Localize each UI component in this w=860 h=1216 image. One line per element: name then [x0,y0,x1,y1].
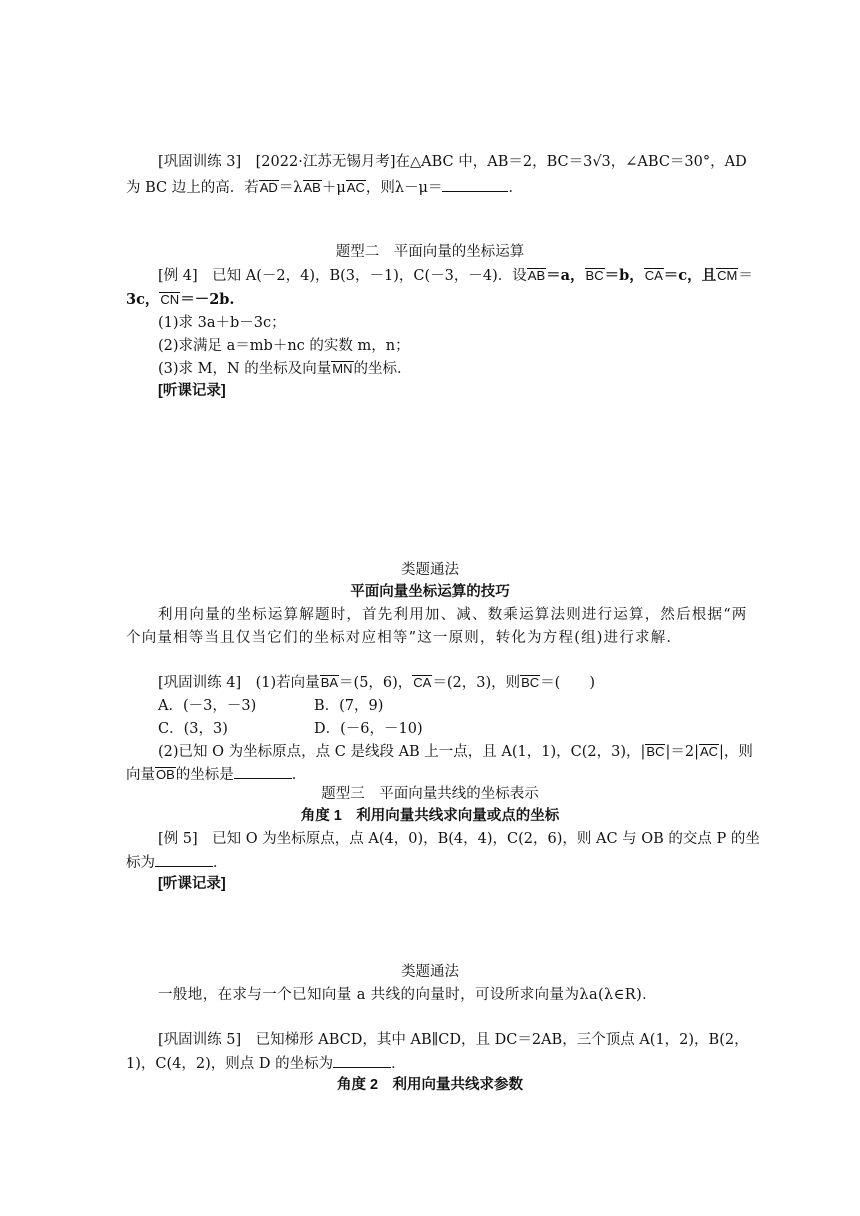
method-text-1: 利用向量的坐标运算解题时，首先利用加、减、数乘运算法则进行运算，然后根据“两 [158,607,748,623]
angle-2-title: 角度 2 利用向量共线求参数 [336,1077,524,1093]
option-d: D．(－6，－10) [314,721,423,737]
vector-MN: MN [332,361,353,376]
method-title: 平面向量坐标运算的技巧 [350,584,510,600]
example-5-line-2: 标为 ． [126,852,228,873]
vector-AC: AC [346,180,365,195]
example-4-q1: (1)求 3a＋b－3c； [158,315,286,331]
method-heading: 类题通法 [401,562,459,578]
example-4-line-1: [例 4] 已知 A(－2，4)，B(3，－1)，C(－3，－4)．设AB＝a，BC＝b，CA＝c，且CM＝ [158,267,753,284]
training-3-line-1: [巩固训练 3] [2022·江苏无锡月考]在△ABC 中，AB＝2，BC＝3√3，∠ABC＝30°，AD [158,154,747,170]
vector-AB: AB [527,268,546,283]
training-4-line-5: 向量OB的坐标是 ． [126,764,306,785]
option-a: A．(－3，－3) [158,698,257,714]
method-2-text: 一般地，在求与一个已知向量 a 共线的向量时，可设所求向量为λa(λ∈R)． [158,987,658,1003]
vector-CA: CA [644,268,663,283]
lecture-notes-label: [听课记录] [158,876,226,892]
vector-BA: BA [320,675,339,690]
vector-BC: BC [521,675,540,690]
vector-CN: CN [160,292,180,307]
option-b: B．(7，9) [314,698,384,714]
method-text-2: 个向量相等当且仅当它们的坐标对应相等”这一原则，转化为方程(组)进行求解． [126,630,683,646]
vector-CA: CA [413,675,432,690]
section-2-title: 题型二 平面向量的坐标运算 [335,244,525,260]
lecture-notes-label: [听课记录] [158,383,226,399]
training-5-line-1: [巩固训练 5] 已知梯形 ABCD，其中 AB∥CD，且 DC＝2AB，三个顶点 A(1，2)，B(2， [158,1032,749,1048]
angle-1-title: 角度 1 利用向量共线求向量或点的坐标 [300,808,560,824]
vector-AD: AD [259,180,278,195]
vector-AB: AB [303,180,321,195]
training-4-line-1: [巩固训练 4] (1)若向量BA＝(5，6)，CA＝(2，3)，则BC＝( ) [158,675,596,691]
method-2-heading: 类题通法 [401,964,459,980]
example-4-q3: (3)求 M，N 的坐标及向量MN的坐标． [158,361,412,377]
section-3-title: 题型三 平面向量共线的坐标表示 [321,786,539,802]
vector-BC: BC [646,744,665,759]
answer-blank [333,1053,391,1068]
example-4-q2: (2)求满足 a＝mb＋nc 的实数 m，n； [158,338,410,354]
vector-OB: OB [156,767,175,782]
training-5-line-2: 1)，C(4，2)，则点 D 的坐标为 ． [126,1053,406,1074]
example-5-line-1: [例 5] 已知 O 为坐标原点，点 A(4，0)，B(4，4)，C(2，6)，则 AC 与 OB 的交点 P 的坐 [158,831,760,847]
vector-CM: CM [717,268,738,283]
vector-BC: BC [585,268,604,283]
answer-blank [442,177,508,192]
option-c: C．(3，3) [158,721,228,737]
answer-blank [234,764,292,779]
training-3-line-2: 为 BC 边上的高．若AD＝λAB＋μAC，则λ－μ＝ ． [126,177,523,198]
example-4-line-2: 3c，CN＝－2b. [126,291,235,308]
vector-AC: AC [699,744,719,759]
training-4-line-4: (2)已知 O 为坐标原点，点 C 是线段 AB 上一点，且 A(1，1)，C(2，3)，|BC|＝2|AC|，则 [158,744,753,760]
answer-blank [155,852,213,867]
